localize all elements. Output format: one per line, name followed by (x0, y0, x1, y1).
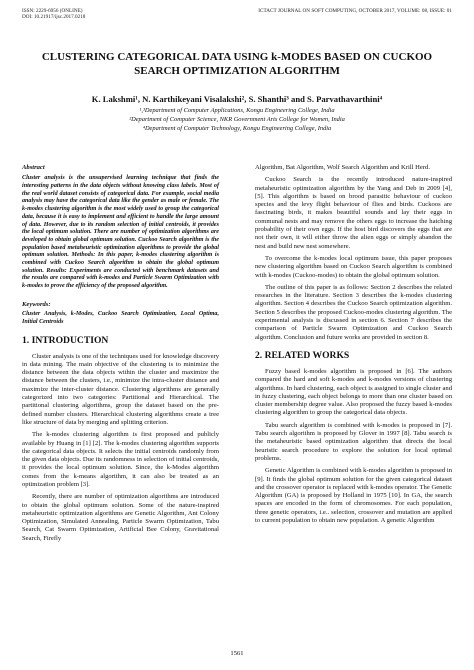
keywords-body: Cluster Analysis, k-Modes, Cuckoo Search Optimization, Local Optima, Initial Centroids (22, 311, 219, 325)
left-column (22, 164, 219, 547)
paragraph: Cuckoo Search is the recently introduced nature-inspired metaheuristic optimization algorithm by the Yang and Deb in 2009 [4], [5]. This algorithm is based on brood parasitic behaviour of cuckoo species and the levy flight behaviour of flies and birds. Cuckoos are fascinating birds, it makes beautiful sounds and lay their eggs in communal nests and may remove the others eggs to increase the hatching probability of their own eggs. If the host bird discovers the eggs that are not their own, it will either throw the alien eggs or simply abandon the nest and build new nest somewhere. (255, 176, 452, 250)
right-column (255, 164, 452, 529)
paragraph: To overcome the k-modes local optimum issue, this paper proposes new clustering algorithm based on Cuckoo Search algorithm is combined with k-modes (Cuckoo-modes) to obtain the global optimum solution. (255, 254, 452, 279)
abstract-heading: Abstract (22, 164, 45, 171)
affiliation-line: ²Department of Computer Science, NKR Government Arts College for Women, India (129, 115, 345, 123)
paragraph: Algorithm, Bat Algorithm, Wolf Search Algorithm and Krill Herd. (255, 164, 430, 171)
keywords-heading: Keywords: (22, 300, 51, 308)
paragraph: Cluster analysis is one of the techniques used for knowledge discovery in data mining. The main objective of the clustering is to minimize the distance between the data objects within the cluster and maximize the distance between the clusters, i.e., minimize the intra-cluster distance and maximize the inter-cluster distance. Clustering algorithms are generally categorized into two categories: Partitional and Hierarchical. The partitional clustering algorithms, group the dataset based on the pre-defined number clusters. Hierarchical clustering algorithms create a tree like structure of data by merging and splitting criterion. (22, 352, 219, 426)
author-list: K. Lakshmi¹, N. Karthikeyani Visalakshi², S. Shanthi³ and S. Parvathavarthini⁴ (91, 94, 383, 104)
affiliations (30, 107, 444, 133)
running-header-right: ICTACT JOURNAL ON SOFT COMPUTING, OCTOBER 2017, VOLUME: 08, ISSUE: 01 (258, 8, 452, 14)
paragraph: The k-modes clustering algorithm is first proposed and publicly available by Huang in [1] [2]. The k-modes clustering algorithm supports the categorical data objects. It selects the initial centroids randomly from the given data objects. Due its randomness in selection of initial centroids, it provides the local optimum solution. Since, the k-Modes algorithm comes from the k-means algorithm, it can also be treated as an optimization problem [3]. (22, 431, 219, 488)
affiliation-line: ¹,³Department of Computer Applications, Kongu Engineering College, India (139, 107, 335, 114)
page-number: 1561 (230, 650, 244, 657)
paragraph: Fuzzy based k-modes algorithm is proposed in [6]. The authors compared the hard and soft k-modes and k-modes versions of clustering algorithms. In hard clustering, each object is assigned to single cluster and in fuzzy clustering, each object belongs to more than one cluster based on cluster membership degree value. Also proposed the fuzzy based k-modes clustering algorithm to group the categorical data objects. (255, 367, 452, 417)
affiliation-line: ⁴Department of Computer Technology, Kongu Engineering College, India (142, 124, 332, 132)
paragraph: Genetic Algorithm is combined with k-modes algorithm is proposed in [9]. It finds the global optimum solution for the given categorical dataset and the crossover operator is replaced with k-modes operator. The Genetic Algorithm (GA) is proposed by Holland in 1975 [10]. In GA, the search spaces are encoded in the form of chromosomes. For each population, three genetic operators, i.e.. selection, crossover and mutation are applied to current population to obtain new population. A genetic Algorithm (255, 467, 452, 524)
doi-text: DOI: 10.21917/ijsc.2017.0218 (22, 14, 86, 21)
running-header-left (22, 8, 85, 21)
paragraph: Tabu search algorithm is combined with k-modes is proposed in [7]. Tabu search algorithm is proposed by Glover in 1997 [8]. Tabu search is the metaheuristic based optimization algorithm that directs the local heuristic search procedure to explore the solution for local optimal problems. (255, 421, 452, 462)
paragraph: Recently, there are number of optimization algorithms are introduced to obtain the global optimum solution. Some of the nature-inspired metaheuristic optimization algorithms are Genetic Algorithm, Ant Colony Optimization, Simulated Annealing, Particle Swarm Optimization, Tabu Search, Cat Swarm Optimization, Artificial Bee Colony, Gravitational Search, Firefly (22, 493, 219, 542)
issn-text: ISSN: 2229-6956 (ONLINE) (22, 8, 83, 14)
paragraph: The outline of this paper is as follows: Section 2 describes the related researches in the literature. Section 3 describes the k-modes clustering algorithm. Section 4 describes the Cuckoo Search optimization algorithm. Section 5 describes the proposed Cuckoo-modes clustering algorithm. The experimental analysis is discussed in section 6. Section 7 describes the comparison of Particle Swarm Optimization and Cuckoo Search algorithm. Conclusion and future works are provided in section 8. (255, 283, 452, 341)
paper-title: CLUSTERING CATEGORICAL DATA USING k-MODES BASED ON CUCKOO SEARCH OPTIMIZATION ALGORITHM (41, 51, 433, 77)
abstract-body: Cluster analysis is the unsupervised learning technique that finds the interesting patterns in the data objects without knowing class labels. Most of the real world dataset consists of categorical data. For example, social media analysis may have the categorical data like the gender as male or female. The k-modes clustering algorithm is the most widely used to group the categorical data, because it is easy to implement and efficient to handle the large amount of data. However, due to its random selection of initial centroids, it provides the local optimum solution. There are number of optimization algorithms are developed to obtain global optimum solution. Cuckoo Search algorithm is the population based metaheuristic optimization algorithms to provide the global optimum solution. Methods: In this paper, k-modes clustering algorithm is combined with Cuckoo Search algorithm to obtain the global optimum solution. Results: Experiments are conducted with benchmark datasets and the results are compared with k-modes and Particle Swarm Optimization with k-modes to prove the efficiency of the proposed algorithm. (22, 175, 219, 290)
section-heading-introduction: 1. INTRODUCTION (22, 334, 109, 346)
section-heading-related-works: 2. RELATED WORKS (255, 349, 350, 361)
